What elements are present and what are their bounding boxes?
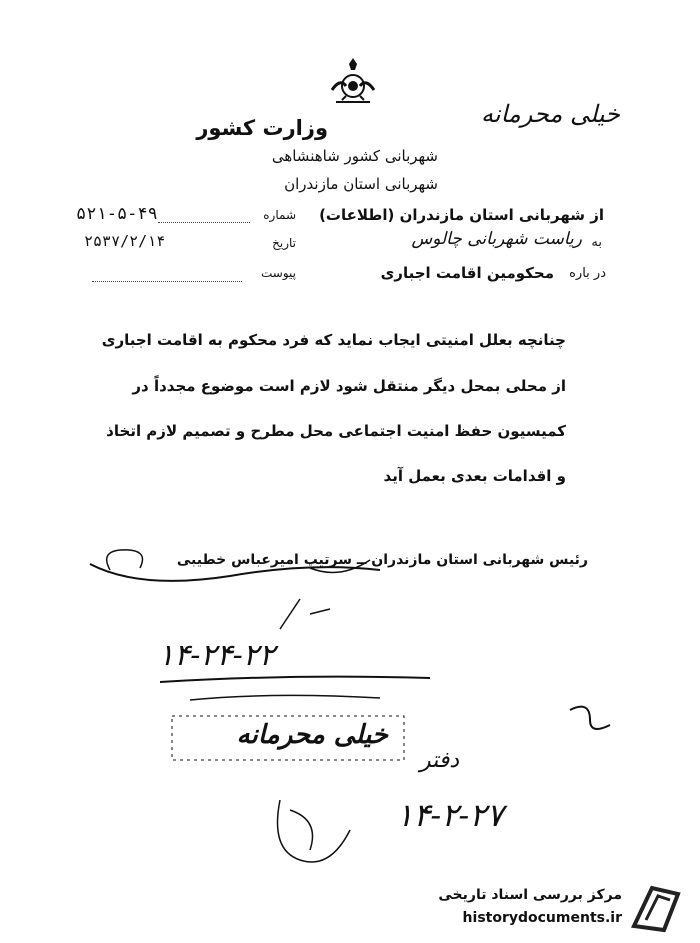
memo-from: از شهربانی استان مازندران (اطلاعات): [319, 206, 604, 224]
handwritten-number: ۱۴-۲۴-۲۲: [158, 638, 275, 673]
ministry-title: وزارت کشور: [196, 116, 328, 140]
confidential-stamp-top: خیلی محرمانه: [481, 100, 620, 128]
memo-number-label: شماره: [263, 208, 296, 222]
memo-date-value: ۲۵۳۷/۲/۱۴: [84, 232, 166, 250]
handwritten-sign: دفتر: [420, 748, 460, 773]
header-line-1: شهربانی کشور شاهنشاهی: [271, 147, 438, 165]
signature-line: رئیس شهربانی استان مازندران ــ سرتیپ امیرعباس خطیبی: [176, 552, 588, 568]
lion-and-sun-emblem-icon: [322, 56, 384, 108]
confidential-stamp-bottom: خیلی محرمانه: [236, 720, 388, 750]
body-line: از محلی بمحل دیگر منتقل شود لازم است موضوع مجدداً در: [132, 377, 566, 395]
signature-scribble-icon: [80, 540, 390, 600]
header-line-2: شهربانی استان مازندران: [284, 175, 438, 193]
memo-to-label: به: [591, 235, 602, 250]
memo-subject-value: محکومین اقامت اجباری: [380, 264, 554, 282]
footer-url: historydocuments.ir: [462, 910, 622, 926]
stamp-box-icon: [168, 712, 408, 764]
handwritten-date: ۱۴-۲-۲۷: [396, 796, 504, 834]
body-line: کمیسیون حفظ امنیت اجتماعی محل مطرح و تصمیم لازم اتخاذ: [106, 422, 566, 440]
body-line: چنانچه بعلل امنیتی ایجاب نماید که فرد محکوم به اقامت اجباری: [101, 331, 566, 349]
memo-to-value: ریاست شهربانی چالوس: [411, 229, 582, 249]
handwritten-scribble-icon: [260, 790, 370, 880]
memo-attachment-label: پیوست: [261, 266, 296, 280]
body-line: و اقدامات بعدی بعمل آید: [383, 467, 566, 485]
handwritten-mark-icon: [560, 700, 620, 740]
memo-number-value: ۵۲۱-۵-۴۹: [76, 204, 158, 224]
footer-org: مرکز بررسی اسناد تاریخی: [438, 887, 622, 903]
archive-logo-icon: [626, 880, 686, 934]
memo-subject-label: در باره: [569, 266, 606, 281]
attachment-dotted-line: [92, 281, 242, 282]
number-dotted-line: [158, 222, 250, 223]
memo-date-label: تاریخ: [272, 236, 296, 250]
annotation-mark-icon: [270, 594, 340, 634]
